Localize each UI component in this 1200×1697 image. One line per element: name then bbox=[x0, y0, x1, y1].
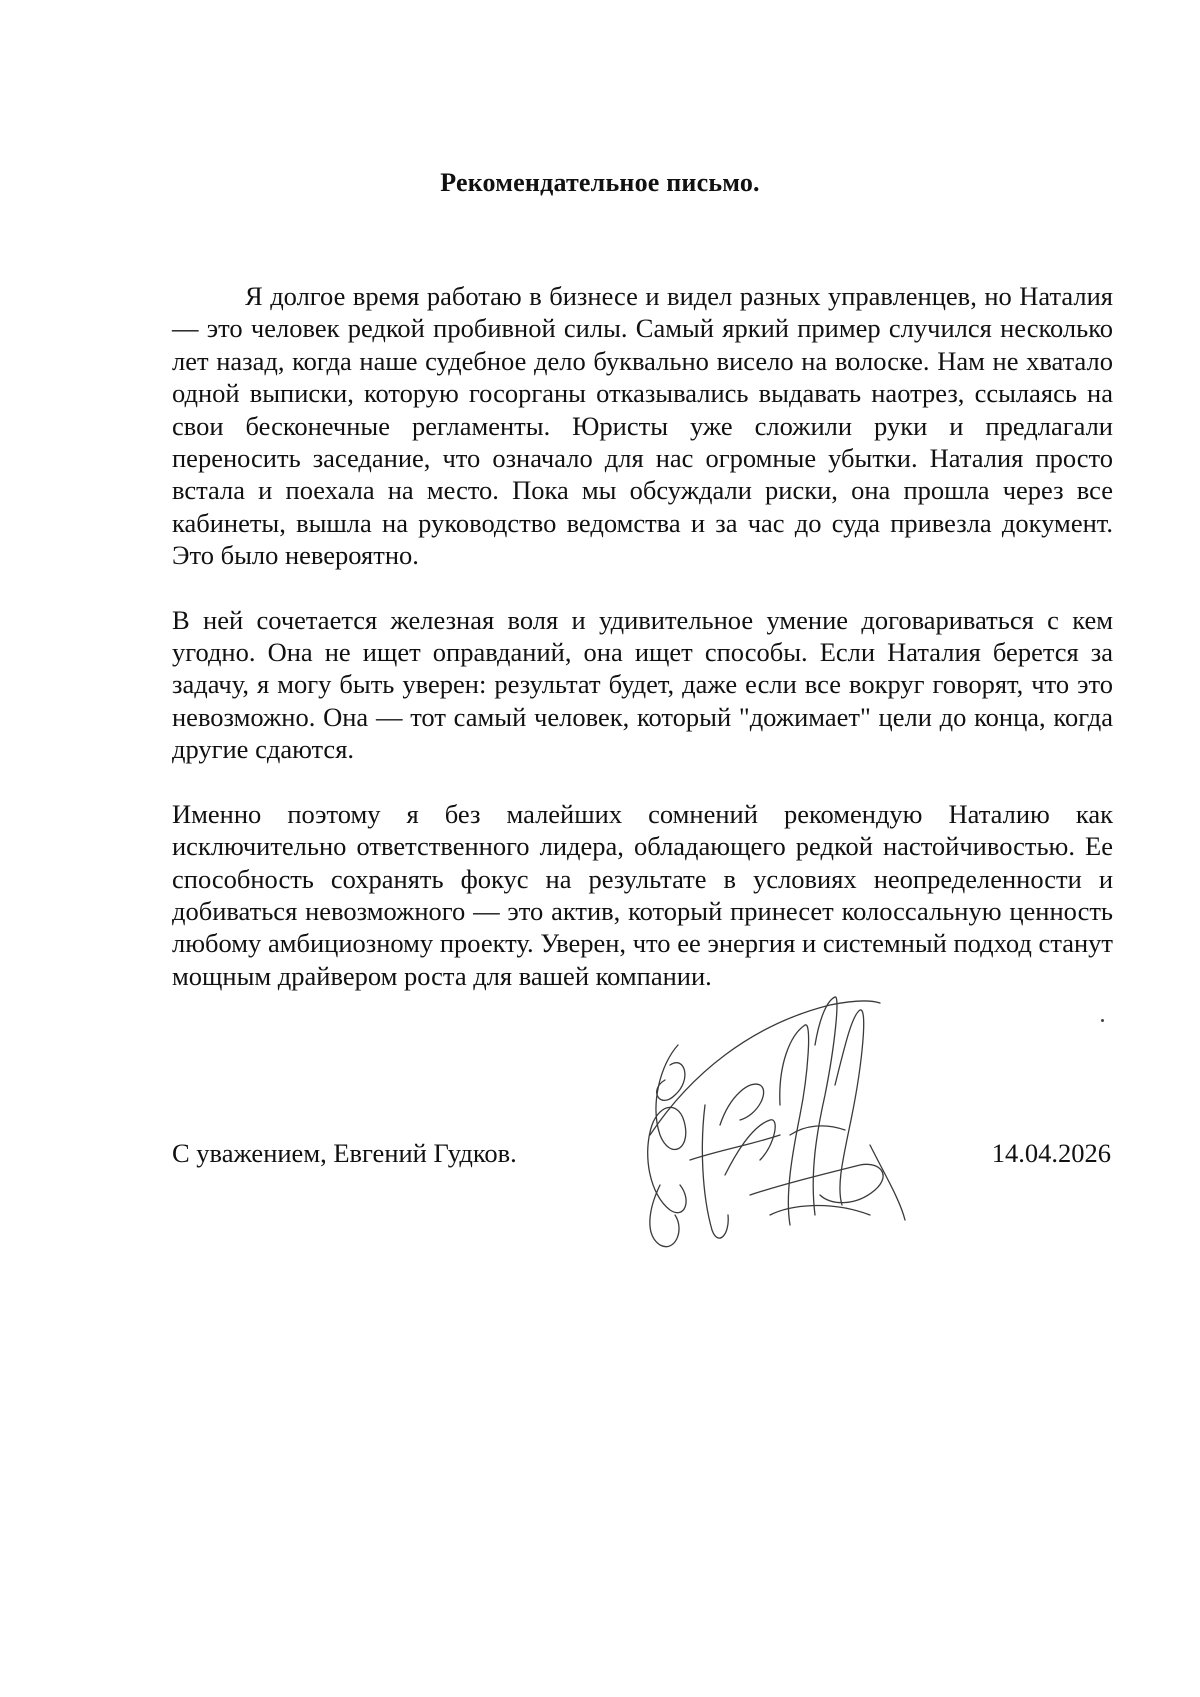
paragraph-3: Именно поэтому я без малейших сомнений рекомендую Наталию как исключительно ответственного лидера, обладающего редкой настойчивостью. Ее способность сохранять фокус на результате в условиях неопределенности и добиваться невозможного — это актив, который принесет колоссальную ценность любому амбициозному проекту. Уверен, что ее энергия и системный подход станут мощным драйвером роста для вашей компании. bbox=[172, 798, 1113, 991]
paragraph-2: В ней сочетается железная воля и удивительное умение договариваться с кем угодно. Она не ищет оправданий, она ищет способы. Если Наталия берется за задачу, я могу быть уверен: результат будет, даже если все вокруг говорят, что это невозможно. Она — тот самый человек, который "дожимает" цели до конца, когда другие сдаются. bbox=[172, 604, 1113, 765]
document-title: Рекомендательное письмо. bbox=[440, 168, 760, 197]
letter-date: 14.04.2026 bbox=[991, 1138, 1111, 1168]
letter-body bbox=[172, 280, 1113, 1024]
scan-speck bbox=[1101, 1019, 1104, 1022]
paragraph-1: Я долгое время работаю в бизнесе и видел разных управленцев, но Наталия — это человек редкой пробивной силы. Самый яркий пример случился несколько лет назад, когда наше судебное дело буквально висело на волоске. Нам не хватало одной выписки, которую госорганы отказывались выдавать наотрез, ссылаясь на свои бесконечные регламенты. Юристы уже сложили руки и предлагали переносить заседание, что означало для нас огромные убытки. Наталия просто встала и поехала на место. Пока мы обсуждали риски, она прошла через все кабинеты, вышла на руководство ведомства и за час до суда привезла документ. Это было невероятно. bbox=[172, 281, 1113, 571]
signoff-text: С уважением, Евгений Гудков. bbox=[172, 1138, 517, 1168]
handwritten-signature bbox=[630, 985, 920, 1255]
